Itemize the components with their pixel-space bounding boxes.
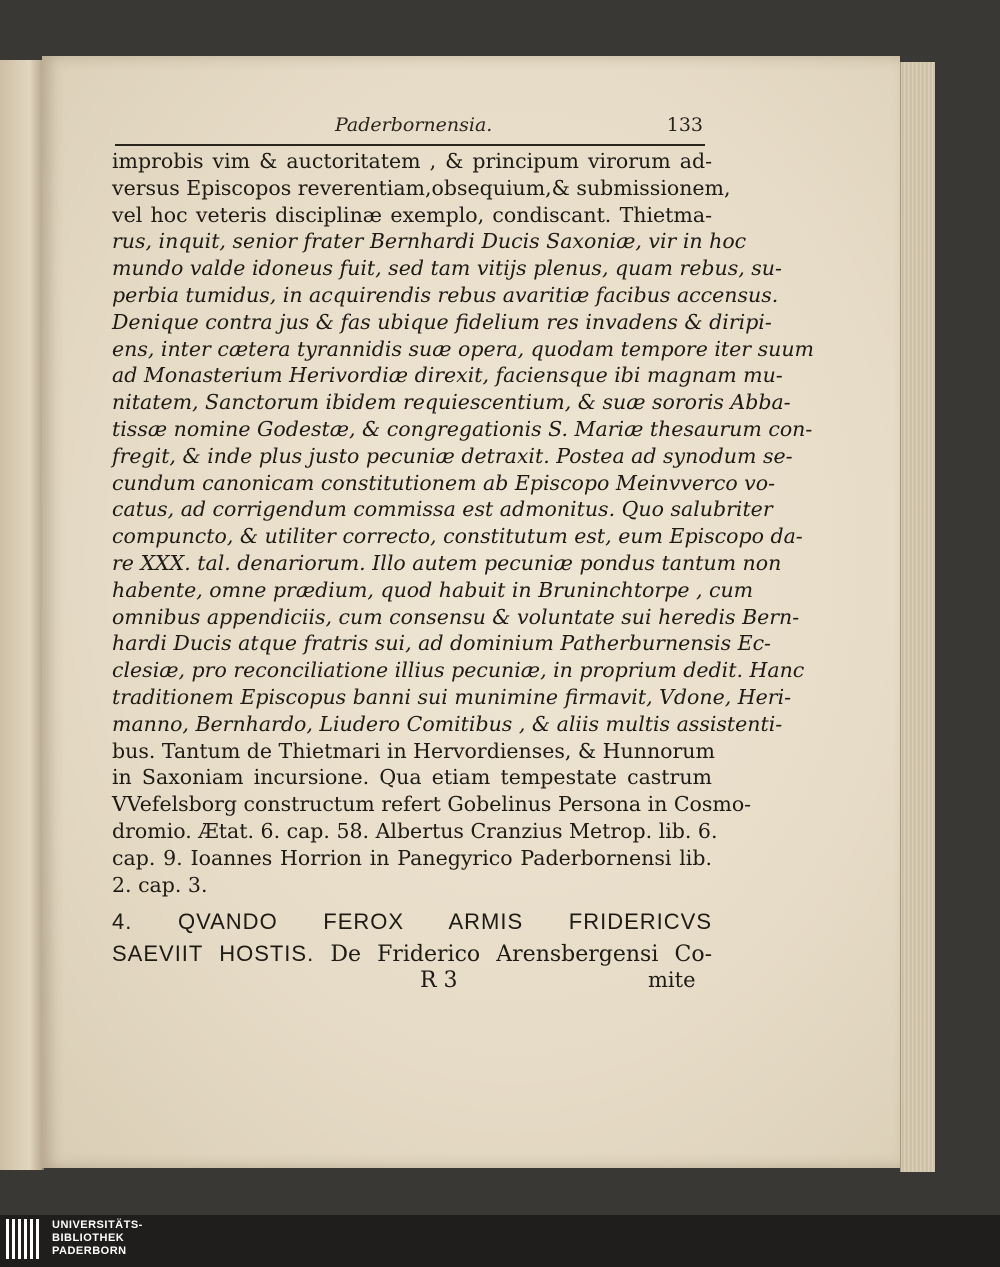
text-line: 2. cap. 3. [112, 872, 208, 897]
text-line: dromio. Ætat. 6. cap. 58. Albertus Cranzius Metrop. lib. 6. [112, 818, 718, 843]
text-line: improbis vim & auctoritatem , & principum virorum ad- [112, 149, 712, 173]
text-line: cap. 9. Ioannes Horrion in Panegyrico Paderbornensi lib. [112, 845, 712, 870]
text-line: compuncto, & utiliter correcto, constitutum est, eum Episcopo da- [112, 524, 803, 549]
text-line: ad Monasterium Herivordiæ direxit, faciensque ibi magnam mu- [112, 363, 783, 388]
text-line: catus, ad corrigendum commissa est admonitus. Quo salubriter [112, 497, 773, 522]
text-line: tissæ nomine Godestæ, & congregationis S. Mariæ thesaurum con- [112, 416, 813, 441]
library-logo-icon [6, 1219, 42, 1259]
text-line: VVefelsborg constructum refert Gobelinus Persona in Cosmo- [112, 792, 752, 817]
text-line: ens, inter cætera tyrannidis suæ opera, quodam tempore iter suum [112, 336, 814, 361]
logo-line-2: BIBLIOTHEK [52, 1232, 125, 1244]
section-heading-rest: De Friderico Arensbergensi Co- [330, 942, 712, 967]
text-line: Denique contra jus & fas ubique fidelium res invadens & diripi- [112, 309, 772, 334]
text-line: perbia tumidus, in acquirendis rebus avaritiæ facibus accensus. [112, 282, 779, 307]
text-line: nitatem, Sanctorum ibidem requiescentium, & suæ sororis Abba- [112, 390, 791, 415]
text-line: hardi Ducis atque fratris sui, ad dominium Patherburnensis Ec- [112, 631, 771, 656]
text-line: traditionem Episcopus banni sui munimine firmavit, Vdone, Heri- [112, 684, 792, 709]
section-heading-line-2 [112, 938, 712, 970]
text-line: fregit, & inde plus justo pecuniæ detraxit. Postea ad synodum se- [112, 443, 793, 468]
library-footer [0, 1215, 1000, 1267]
logo-line-3: PADERBORN [52, 1245, 127, 1257]
left-page-edge [0, 60, 44, 1170]
text-line: manno, Bernhardo, Liudero Comitibus , & aliis multis assistenti- [112, 711, 783, 736]
text-line: mundo valde idoneus fuit, sed tam vitijs plenus, quam rebus, su- [112, 256, 782, 281]
section-heading-line-1 [112, 906, 712, 938]
text-line: rus, inquit, senior frater Bernhardi Ducis Saxoniæ, vir in hoc [112, 229, 747, 254]
text-line: vel hoc veteris disciplinæ exemplo, condiscant. Thietma- [112, 202, 712, 227]
body-text [112, 148, 814, 898]
page-stack-edge [900, 62, 935, 1172]
section-heading-caps-2: SAEVIIT HOSTIS. [112, 941, 315, 966]
running-head: Paderbornensia. [335, 114, 493, 136]
page-header [115, 114, 705, 146]
text-line: re XXX. tal. denariorum. Illo autem pecuniæ pondus tantum non [112, 550, 782, 575]
signature-mark: R 3 [420, 968, 458, 993]
library-logo-text [52, 1219, 143, 1258]
logo-line-1: UNIVERSITÄTS- [52, 1219, 143, 1231]
text-line: bus. Tantum de Thietmari in Hervordienses, & Hunnorum [112, 738, 715, 763]
text-line: versus Episcopos reverentiam,obsequium,& submissionem, [112, 175, 731, 200]
section-heading-caps: 4. QVANDO FEROX ARMIS FRIDERICVS [112, 909, 712, 934]
text-line: clesiæ, pro reconciliatione illius pecuniæ, in proprium dedit. Hanc [112, 658, 805, 683]
catchword: mite [648, 968, 696, 992]
text-line: habente, omne prædium, quod habuit in Bruninchtorpe , cum [112, 577, 754, 602]
text-line: cundum canonicam constitutionem ab Episcopo Meinvverco vo- [112, 470, 776, 495]
text-line: in Saxoniam incursione. Qua etiam tempestate castrum [112, 765, 712, 790]
page-number: 133 [666, 114, 703, 136]
text-line: omnibus appendiciis, cum consensu & voluntate sui heredis Bern- [112, 604, 800, 629]
